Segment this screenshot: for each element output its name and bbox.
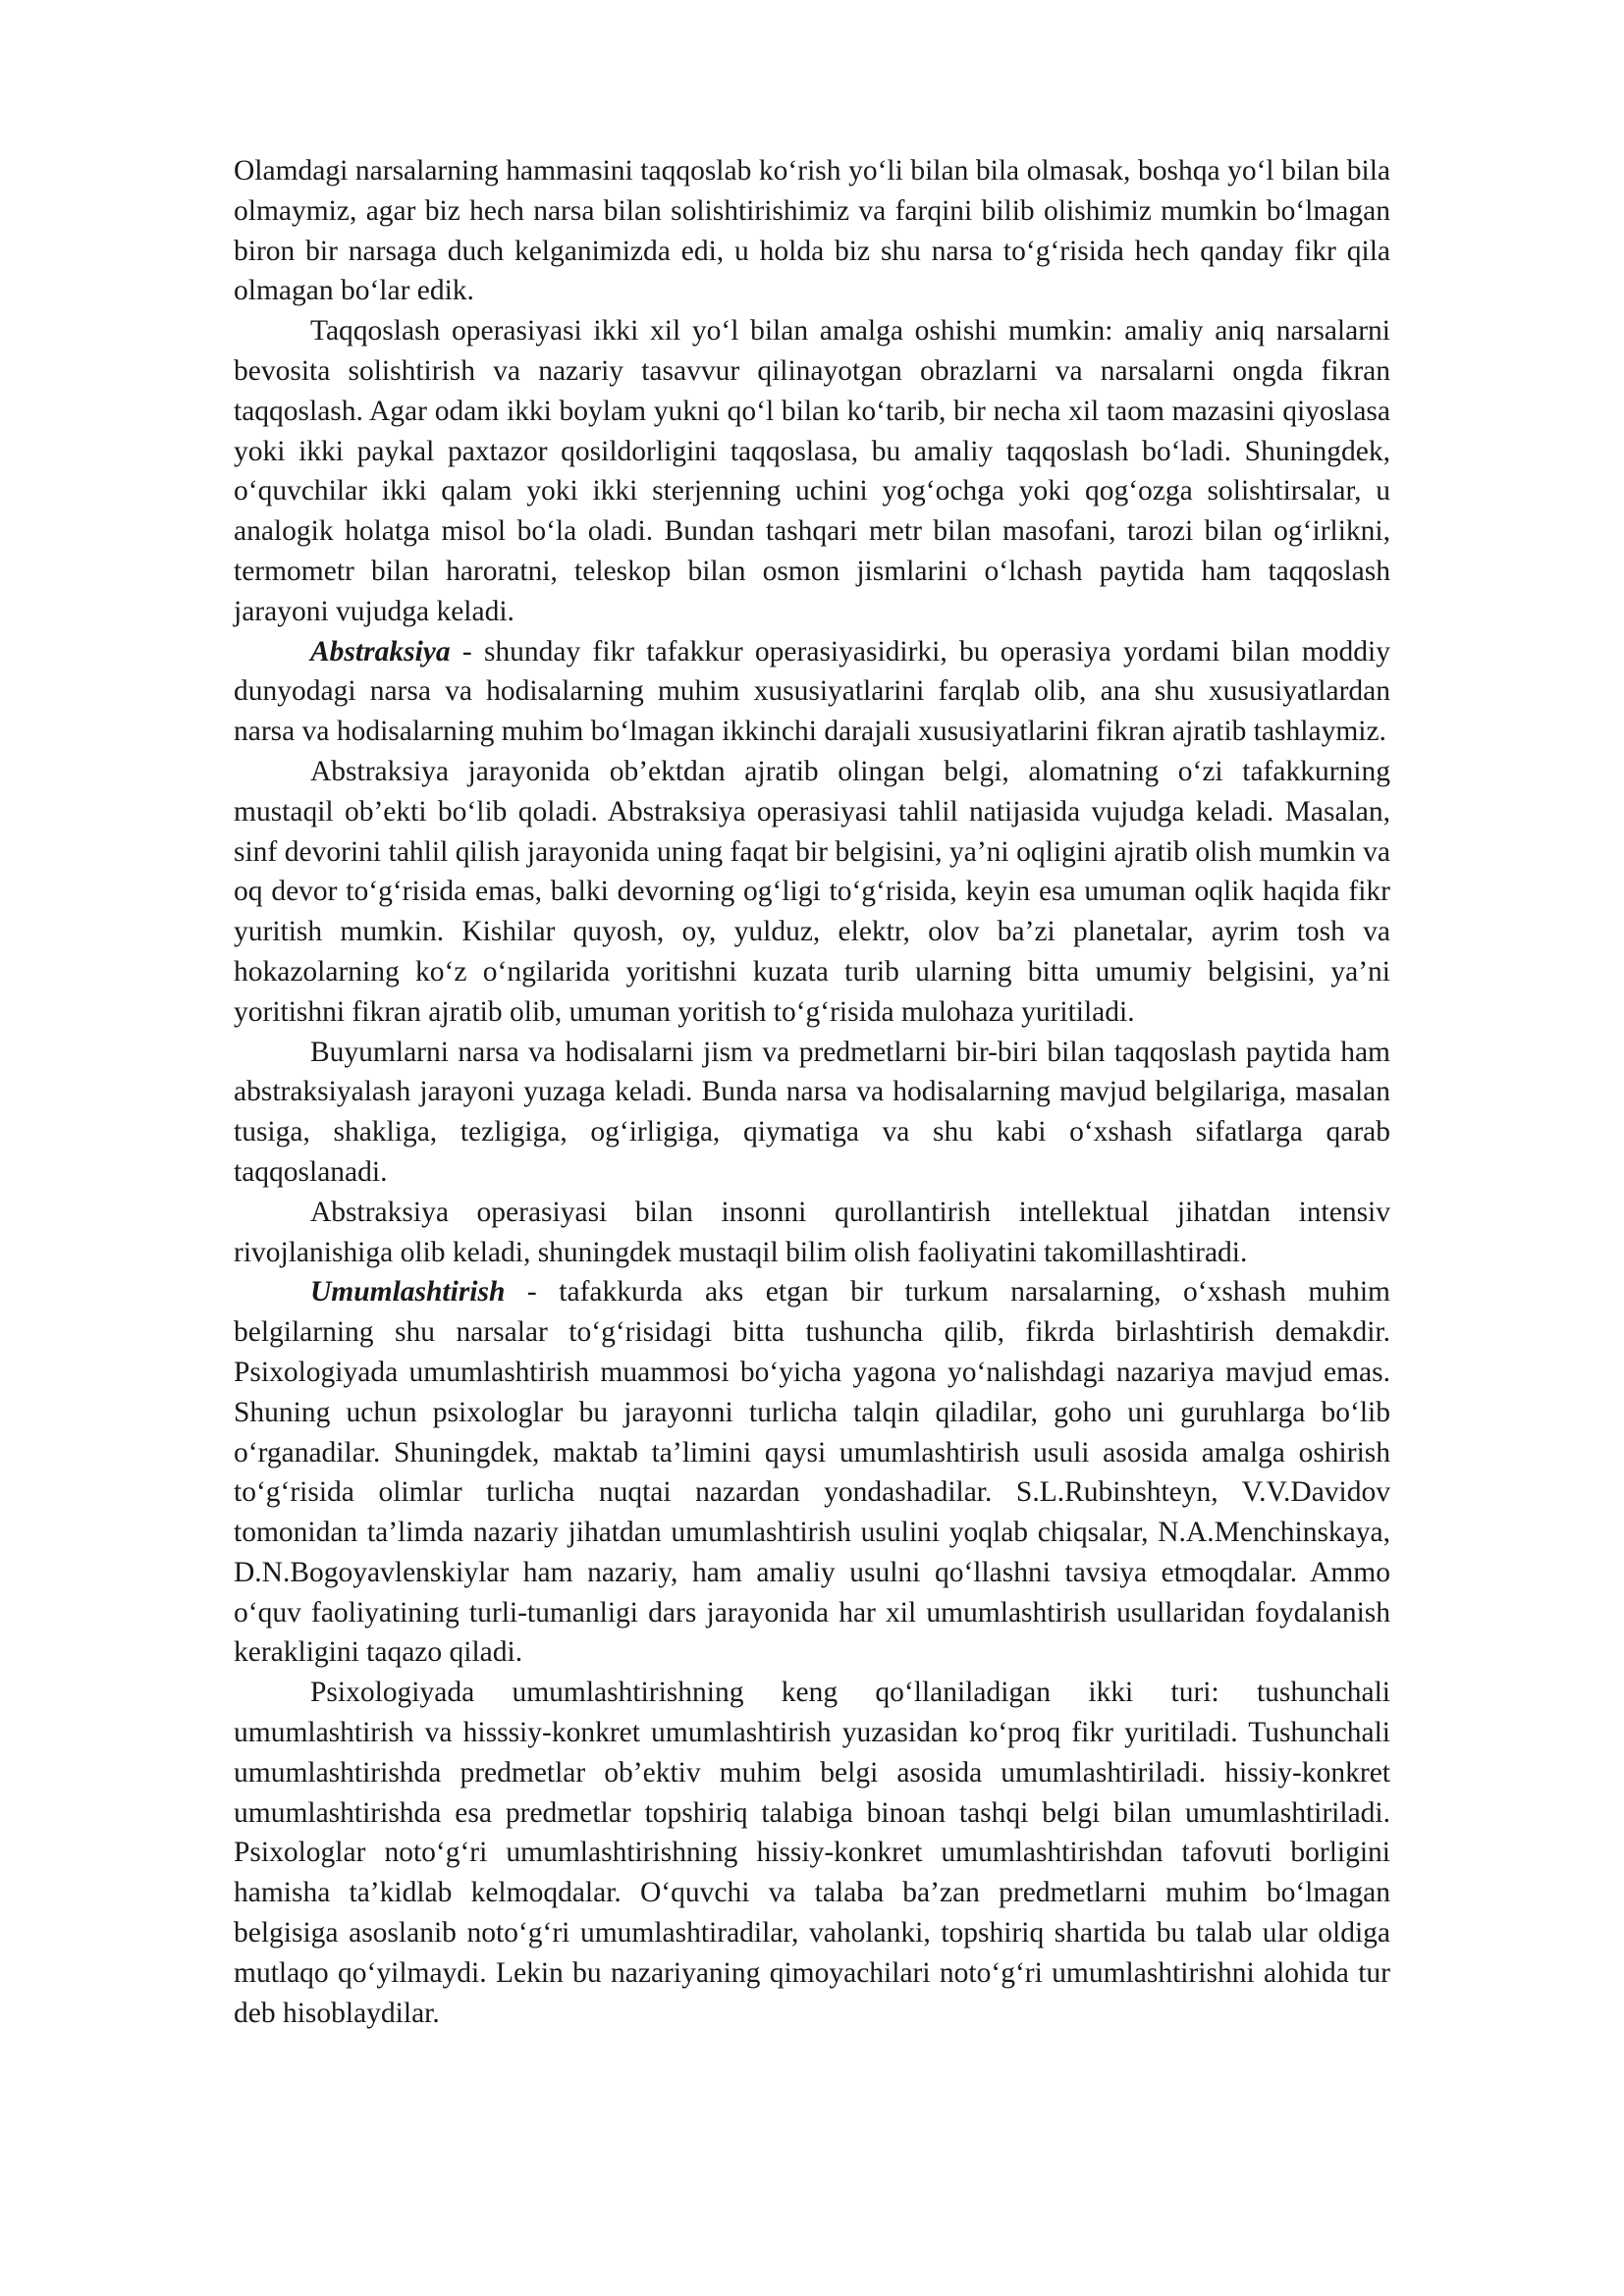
paragraph bbox=[234, 1673, 1390, 2033]
paragraph-text: Olamdagi narsalarning hammasini taqqoslab ko‘rish yo‘li bilan bila olmasak, boshqa yo‘l bilan bila olmaymiz, agar biz hech narsa bilan solishtirishimiz va farqini bilib olishimiz mumkin bo‘lmagan biron bir narsaga duch kelganimizda edi, u holda biz shu narsa to‘g‘risida hech qanday fikr qila olmagan bo‘lar edik. bbox=[234, 155, 1390, 307]
paragraph-text: Abstraksiya jarayonida ob’ektdan ajratib olingan belgi, alomatning o‘zi tafakkurning mustaqil ob’ekti bo‘lib qoladi. Abstraksiya operasiyasi tahlil natijasida vujudga keladi. Masalan, sinf devorini tahlil qilish jarayonida uning faqat bir belgisini, ya’ni oqligini ajratib olish mumkin va oq devor to‘g‘risida emas, balki devorning og‘ligi to‘g‘risida, keyin esa umuman oqlik haqida fikr yuritish mumkin. Kishilar quyosh, oy, yulduz, elektr, olov ba’zi planetalar, ayrim tosh va hokazolarning ko‘z o‘ngilarida yoritishni kuzata turib ularning bitta umumiy belgisini, ya’ni yoritishni fikran ajratib olib, umuman yoritish to‘g‘risida mulohaza yuritiladi. bbox=[234, 755, 1390, 1028]
document-page bbox=[234, 151, 1390, 2033]
paragraph bbox=[234, 752, 1390, 1033]
term-umumlashtirish: Umumlashtirish bbox=[310, 1276, 506, 1308]
paragraph bbox=[234, 311, 1390, 631]
paragraph bbox=[234, 1193, 1390, 1273]
term-abstraksiya: Abstraksiya bbox=[310, 635, 451, 667]
paragraph-text: - shunday fikr tafakkur operasiyasidirki, bu operasiya yordami bilan moddiy dunyodagi narsa va hodisalarning muhim xususiyatlarini farqlab olib, ana shu xususiyatlardan narsa va hodisalarning muhim bo‘lmagan ikkinchi darajali xususiyatlarini fikran ajratib tashlaymiz. bbox=[234, 635, 1390, 748]
paragraph bbox=[234, 1272, 1390, 1673]
paragraph-text: - tafakkurda aks etgan bir turkum narsalarning, o‘xshash muhim belgilarning shu narsalar to‘g‘risidagi bitta tushuncha qilib, fikrda birlashtirish demakdir. Psixologiyada umumlashtirish muammosi bo‘yicha yagona yo‘nalishdagi nazariya mavjud emas. Shuning uchun psixologlar bu jarayonni turlicha talqin qiladilar, goho uni guruhlarga bo‘lib o‘rganadilar. Shuningdek, maktab ta’limini qaysi umumlashtirish usuli asosida amalga oshirish to‘g‘risida olimlar turlicha nuqtai nazardan yondashadilar. S.L.Rubinshteyn, V.V.Davidov tomonidan ta’limda nazariy jihatdan umumlashtirish usulini yoqlab chiqsalar, N.A.Menchinskaya, D.N.Bogoyavlenskiylar ham nazariy, ham amaliy usulni qo‘llashni tavsiya etmoqdalar. Ammo o‘quv faoliyatining turli-tumanligi dars jarayonida har xil umumlashtirish usullaridan foydalanish kerakligini taqazo qiladi. bbox=[234, 1276, 1390, 1669]
paragraph-text: Taqqoslash operasiyasi ikki xil yo‘l bilan amalga oshishi mumkin: amaliy aniq narsalarni bevosita solishtirish va nazariy tasavvur qilinayotgan obrazlarni va narsalarni ongda fikran taqqoslash. Agar odam ikki boylam yukni qo‘l bilan ko‘tarib, bir necha xil taom mazasini qiyoslasa yoki ikki paykal paxtazor qosildorligini taqqoslasa, bu amaliy taqqoslash bo‘ladi. Shuningdek, o‘quvchilar ikki qalam yoki ikki sterjenning uchini yog‘ochga yoki qog‘ozga solishtirsalar, u analogik holatga misol bo‘la oladi. Bundan tashqari metr bilan masofani, tarozi bilan og‘irlikni, termometr bilan haroratni, teleskop bilan osmon jismlarini o‘lchash paytida ham taqqoslash jarayoni vujudga keladi. bbox=[234, 315, 1390, 627]
paragraph-text: Psixologiyada umumlashtirishning keng qo‘llaniladigan ikki turi: tushunchali umumlashtirish va hisssiy-konkret umumlashtirish yuzasidan ko‘proq fikr yuritiladi. Tushunchali umumlashtirishda predmetlar ob’ektiv muhim belgi asosida umumlashtiriladi. hissiy-konkret umumlashtirishda esa predmetlar topshiriq talabiga binoan tashqi belgi bilan umumlashtiriladi. Psixologlar noto‘g‘ri umumlashtirishning hissiy-konkret umumlashtirishdan tafovuti borligini hamisha ta’kidlab kelmoqdalar. O‘quvchi va talaba ba’zan predmetlarni muhim bo‘lmagan belgisiga asoslanib noto‘g‘ri umumlashtiradilar, vaholanki, topshiriq shartida bu talab ular oldiga mutlaqo qo‘yilmaydi. Lekin bu nazariyaning qimoyachilari noto‘g‘ri umumlashtirishni alohida tur deb hisoblaydilar. bbox=[234, 1677, 1390, 2029]
paragraph-text: Abstraksiya operasiyasi bilan insonni qurollantirish intellektual jihatdan intensiv rivojlanishiga olib keladi, shuningdek mustaqil bilim olish faoliyatini takomillashtiradi. bbox=[234, 1196, 1390, 1268]
paragraph-text: Buyumlarni narsa va hodisalarni jism va predmetlarni bir-biri bilan taqqoslash paytida ham abstraksiyalash jarayoni yuzaga keladi. Bunda narsa va hodisalarning mavjud belgilariga, masalan tusiga, shakliga, tezligiga, og‘irligiga, qiymatiga va shu kabi o‘xshash sifatlarga qarab taqqoslanadi. bbox=[234, 1036, 1390, 1188]
paragraph bbox=[234, 151, 1390, 311]
paragraph bbox=[234, 1033, 1390, 1193]
paragraph bbox=[234, 632, 1390, 752]
